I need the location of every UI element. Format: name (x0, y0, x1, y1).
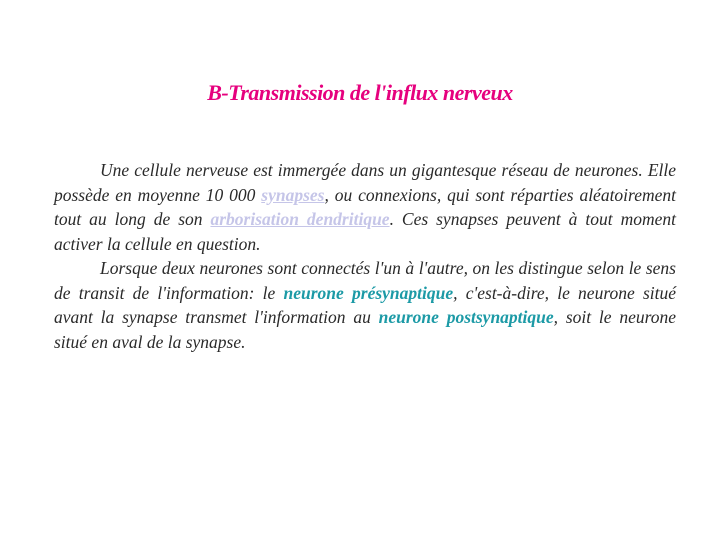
term-neurone-postsynaptique: neurone postsynaptique (378, 307, 554, 327)
paragraph-2-text-c: , soit le neurone situé en aval de la synapse. (54, 307, 677, 352)
paragraph-1-text-c: . Ces synapses peuvent à tout moment activer la cellule en question. (54, 209, 676, 254)
term-neurone-presynaptique: neurone présynaptique (283, 282, 454, 303)
arborisation-dendritique-link[interactable]: arborisation dendritique (210, 209, 390, 229)
paragraph-1 (54, 158, 676, 256)
paragraph-1-text-b: , ou connexions, qui sont réparties aléatoirement tout au long de son (54, 184, 676, 229)
paragraph-2 (54, 256, 676, 354)
synapses-link[interactable]: synapses (261, 184, 325, 205)
paragraph-2-text-a: Lorsque deux neurones sont connectés l'un à l'autre, on les distingue selon le sens de transit de l'information: le (54, 258, 676, 303)
slide-body (54, 158, 676, 354)
slide-title: B-Transmission de l'influx nerveux (207, 80, 513, 105)
paragraph-1-text-a: Une cellule nerveuse est immergée dans un gigantesque réseau de neurones. Elle possède en moyenne 10 000 (54, 160, 676, 205)
paragraph-2-text-b: , c'est-à-dire, le neurone situé avant la synapse transmet l'information au (54, 282, 677, 327)
